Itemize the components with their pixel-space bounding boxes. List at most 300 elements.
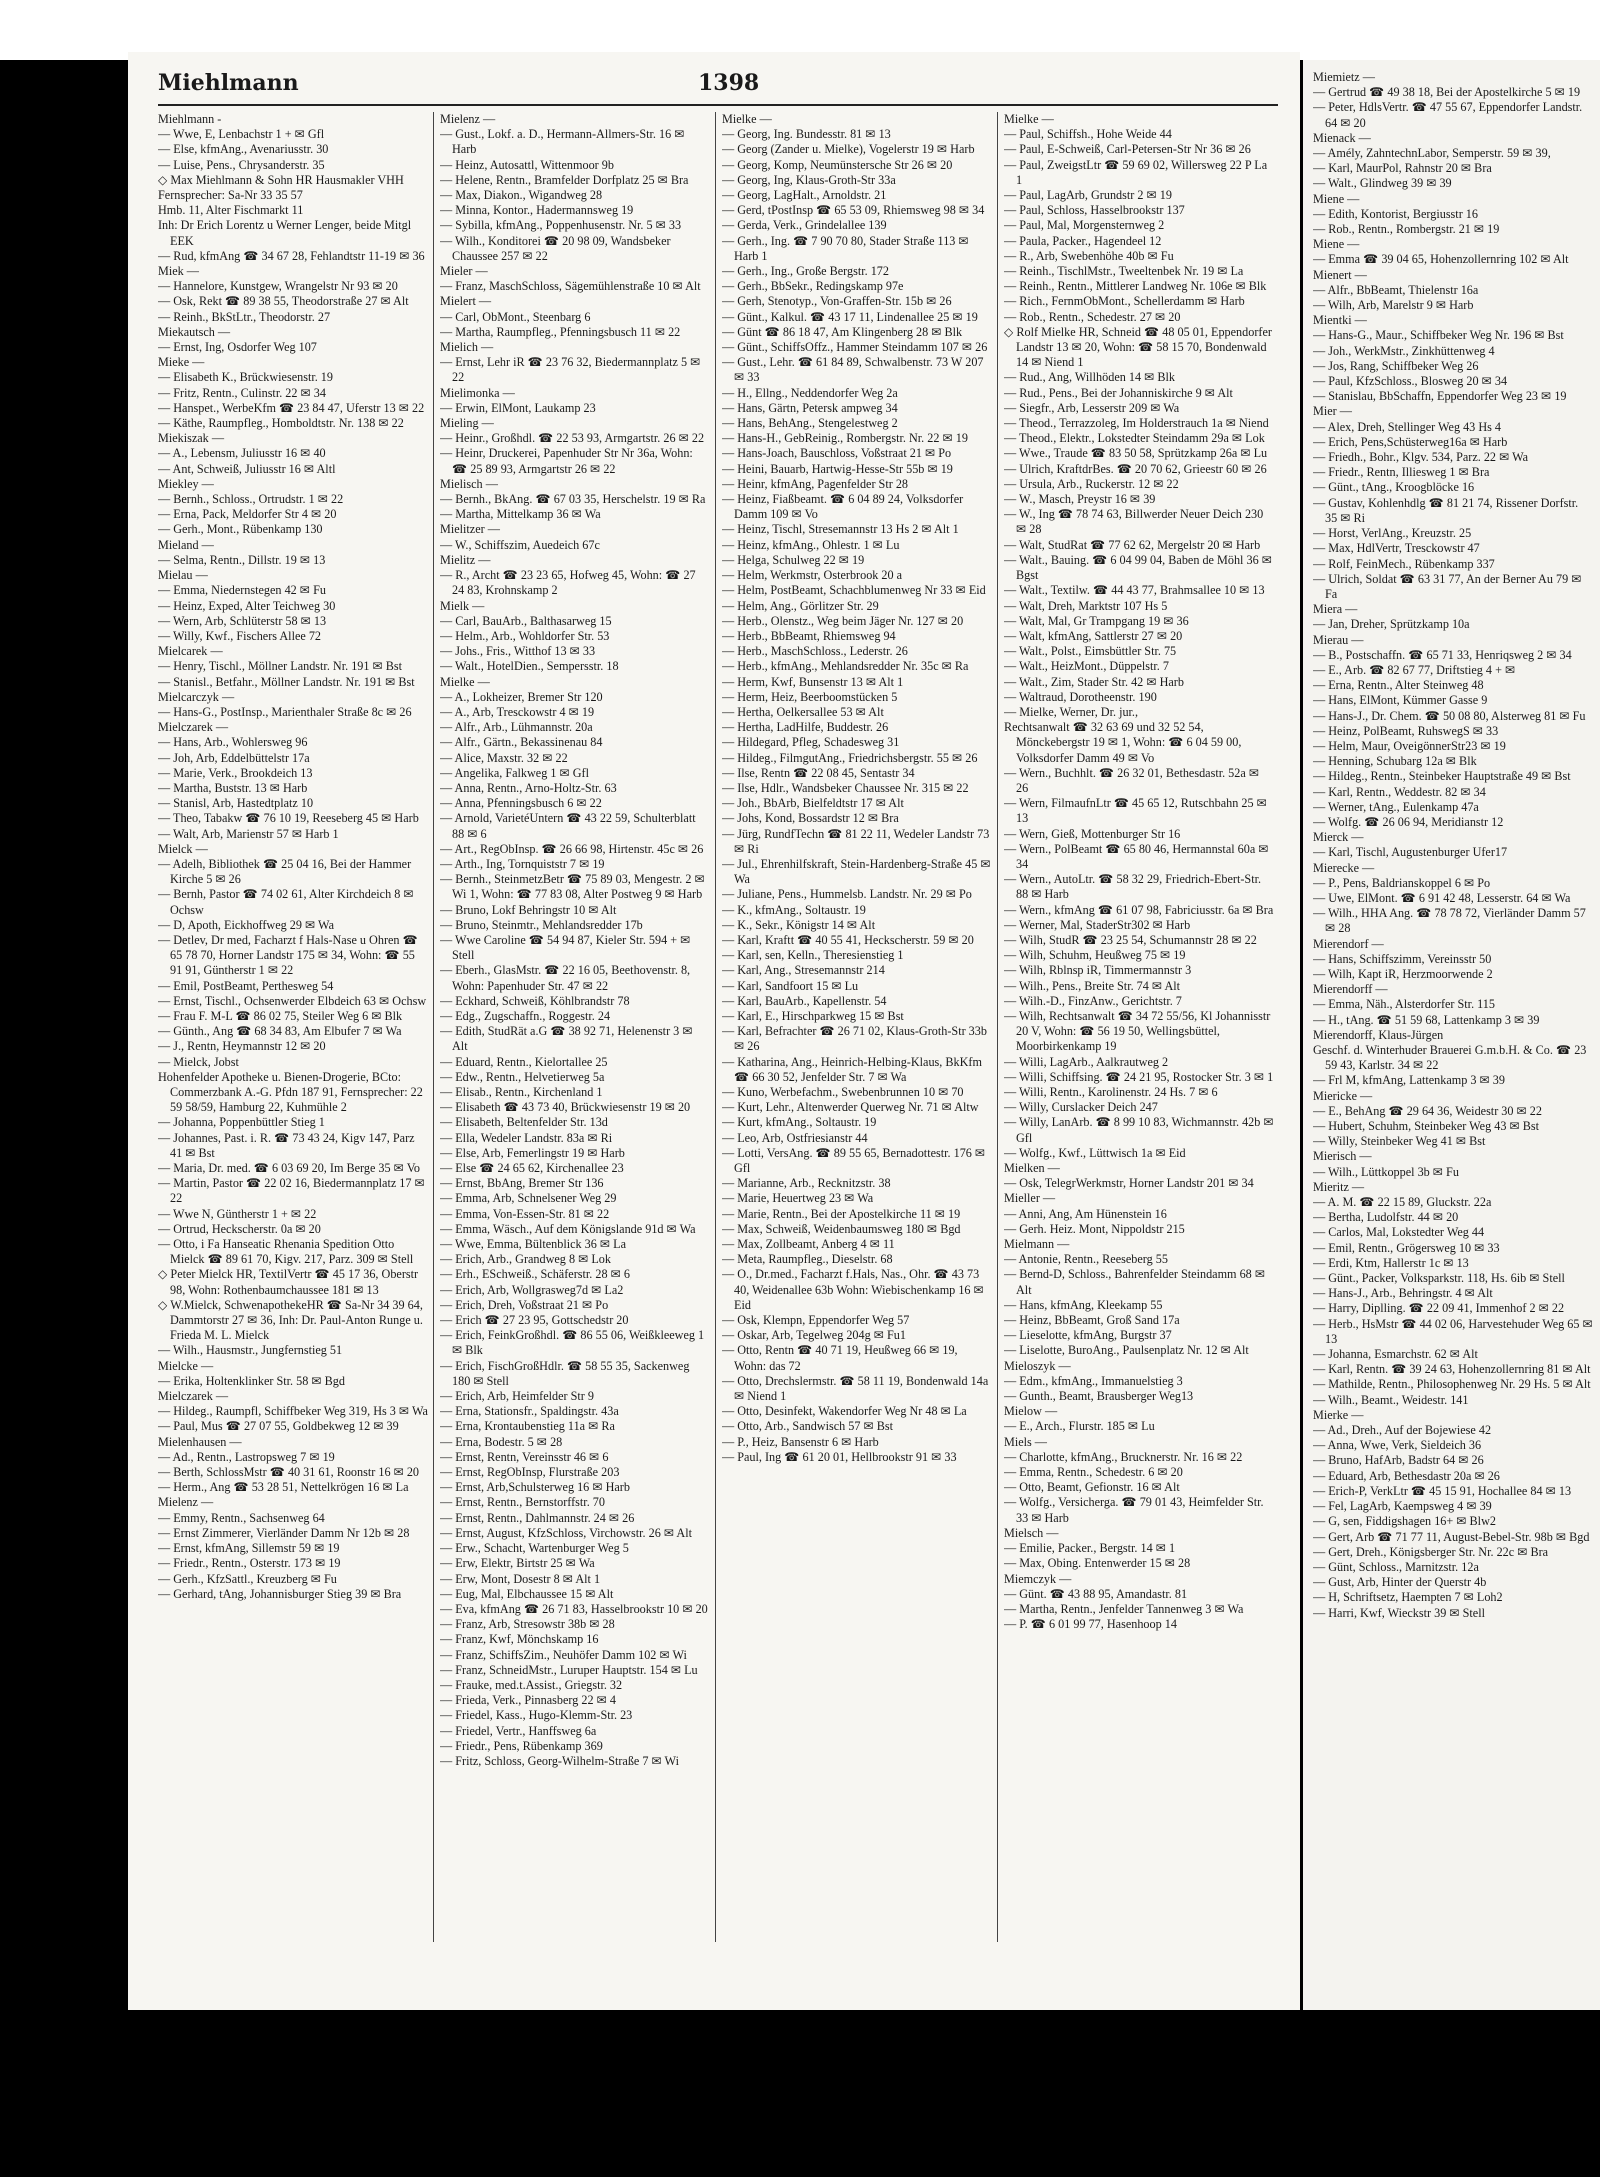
directory-entry: — P., Pens, Baldrianskoppel 6 ✉ Po [1313, 875, 1491, 890]
directory-entry: Mielimonka — [440, 385, 515, 400]
directory-entry: — Gustav, Kohlenhdlg ☎ 81 21 74, Rissener Dorfstr. 35 ✉ Ri [1313, 495, 1579, 525]
directory-entry: — Willy, Curslacker Deich 247 [1004, 1100, 1158, 1115]
directory-entry: — Karl, Kraftt ☎ 40 55 41, Heckscherstr. 59 ✉ 20 [722, 932, 974, 947]
directory-entry: — Wilh, StudR ☎ 23 25 54, Schumannstr 28 ✉ 22 [1004, 932, 1257, 947]
directory-entry: — Ernst, kfmAng, Sillemstr 59 ✉ 19 [158, 1541, 340, 1556]
directory-entry: — Rich., FernmObMont., Schellerdamm ✉ Harb [1004, 294, 1245, 309]
directory-entry: — Frauke, med.t.Assist., Griegstr. 32 [440, 1677, 623, 1692]
directory-entry: — Erna, Pack, Meldorfer Str 4 ✉ 20 [158, 507, 337, 522]
directory-entry: — Paula, Packer., Hagendeel 12 [1004, 233, 1162, 248]
directory-entry: — Hildeg., Raumpfl, Schiffbeker Weg 319, Hs 3 ✉ Wa [158, 1404, 428, 1419]
directory-entry: — Rolf, FeinMech., Rübenkamp 337 [1313, 556, 1495, 571]
directory-entry: — Franz, SchiffsZim., Neuhöfer Damm 102 ✉ Wi [440, 1647, 687, 1662]
directory-entry: — Paul, Schiffsh., Hohe Weide 44 [1004, 127, 1172, 142]
directory-entry: — Emma, Wäsch., Auf dem Königslande 91d ✉ Wa [440, 1221, 696, 1236]
directory-entry: — Harri, Kwf, Wieckstr 39 ✉ Stell [1313, 1605, 1485, 1620]
directory-entry: ◇ Peter Mielck HR, TextilVertr ☎ 45 17 36, Oberstr 98, Wohn: Rothenbaumchaussee 181 ✉ 13 [158, 1267, 419, 1297]
directory-entry: — Edith, StudRät a.G ☎ 38 92 71, Helenenstr 3 ✉ Alt [440, 1024, 693, 1054]
directory-entry: — Gerh., Ing., Große Bergstr. 172 [722, 264, 889, 279]
directory-entry: — Paul, Mus ☎ 27 07 55, Goldbekweg 12 ✉ 39 [158, 1419, 399, 1434]
directory-entry: — Elisab., Rentn., Kirchenland 1 [440, 1085, 603, 1099]
directory-entry: Mielke — [440, 674, 490, 689]
directory-entry: — P., Heiz, Bansenstr 6 ✉ Harb [722, 1434, 879, 1449]
directory-entry: — Wilh., Beamt., Weidestr. 141 [1313, 1392, 1469, 1407]
directory-entry: — Reinh., Rentn., Mittlerer Landweg Nr. 106e ✉ Blk [1004, 279, 1267, 294]
page-header [158, 64, 1278, 106]
directory-entry: — Heinz, Tischl, Stresemannstr 13 Hs 2 ✉ Alt 1 [722, 522, 959, 537]
directory-entry: — Erich, Arb, Wollgrasweg7d ✉ La2 [440, 1282, 624, 1297]
directory-entry: Mielenhausen — [158, 1434, 242, 1449]
directory-entry: — Fel, LagArb, Kaempsweg 4 ✉ 39 [1313, 1499, 1492, 1514]
directory-entry: Mielcarek — [158, 644, 223, 659]
directory-entry: — Charlotte, kfmAng., Brucknerstr. Nr. 16 ✉ 22 [1004, 1449, 1243, 1464]
directory-entry: — Ernst, Ing, Osdorfer Weg 107 [158, 340, 317, 355]
directory-entry: — Rob., Rentn., Rombergstr. 21 ✉ 19 [1313, 222, 1500, 237]
directory-entry: — Gunth., Beamt, Brausberger Weg13 [1004, 1389, 1194, 1404]
directory-column [158, 112, 428, 1942]
directory-entry: — Wolfg., Versicherga. ☎ 79 01 43, Heimfelder Str. 33 ✉ Harb [1004, 1495, 1264, 1525]
directory-entry: Mierecke — [1313, 860, 1375, 875]
directory-entry: — Walt., Polst., Eimsbüttler Str. 75 [1004, 644, 1177, 659]
directory-entry: Mielenz — [440, 112, 496, 126]
directory-entry: — Theod., Terrazzoleg, Im Holderstrauch 1a ✉ Niend [1004, 416, 1269, 431]
directory-entry: — Jos, Rang, Schiffbeker Weg 26 [1313, 358, 1479, 373]
directory-entry: — Meta, Raumpfleg., Dieselstr. 68 [722, 1252, 893, 1267]
directory-entry: — Heinz, Exped, Alter Teichweg 30 [158, 598, 336, 613]
directory-entry: — Otto, Arb., Sandwisch 57 ✉ Bst [722, 1419, 894, 1434]
directory-entry: — Gust., Lokf. a. D., Hermann-Allmers-Str. 16 ✉ Harb [440, 127, 685, 157]
directory-entry: — Gust., Lehr. ☎ 61 84 89, Schwalbenstr. 73 W 207 ✉ 33 [722, 355, 984, 385]
directory-entry: — Hertha, Oelkersallee 53 ✉ Alt [722, 704, 884, 719]
directory-entry: — Wilh, Rechtsanwalt ☎ 34 72 55/56, Kl Johannisstr 20 V, Wohn: ☎ 56 19 50, Wellingsbüttel, Moorbirkenkamp 19 [1004, 1008, 1271, 1054]
directory-entry: — Hans, kfmAng, Kleekamp 55 [1004, 1297, 1163, 1312]
directory-entry: Miels — [1004, 1434, 1047, 1449]
directory-entry: — Erh., ESchweiß., Schäferstr. 28 ✉ 6 [440, 1267, 630, 1282]
directory-entry: — Wwe Caroline ☎ 54 94 87, Kieler Str. 594 + ✉ Stell [440, 932, 691, 963]
directory-entry: — Harry, Diplling. ☎ 22 09 41, Immenhof 2 ✉ 22 [1313, 1301, 1565, 1316]
directory-entry: — E., Arb. ☎ 82 67 77, Driftstieg 4 + ✉ [1313, 662, 1516, 677]
directory-entry: — Erw, Elektr, Birtstr 25 ✉ Wa [440, 1556, 595, 1571]
directory-entry: — Reinh., TischlMstr., Tweeltenbek Nr. 19 ✉ La [1004, 264, 1244, 279]
directory-entry: — Uwe, ElMont. ☎ 6 91 42 48, Lesserstr. 64 ✉ Wa [1313, 890, 1571, 905]
directory-entry: — Helm, PostBeamt, Schachblumenweg Nr 33 ✉ Eid [722, 583, 986, 598]
column-divider [433, 112, 434, 1942]
directory-entry: — Ernst, Rentn, Vereinsstr 46 ✉ 6 [440, 1449, 609, 1464]
directory-entry: Mierisch — [1313, 1149, 1372, 1164]
directory-entry: Mieling — [440, 416, 494, 431]
directory-entry: — Else, kfmAng., Avenariusstr. 30 [158, 142, 329, 157]
directory-entry: — Emmy, Rentn., Sachsenweg 64 [158, 1510, 325, 1525]
directory-entry: — Bruno, Lokf Behringstr 10 ✉ Alt [440, 902, 617, 917]
directory-entry: — Joh., BbArb, Bielfeldtstr 17 ✉ Alt [722, 796, 904, 811]
directory-entry: — Franz, MaschSchloss, Sägemühlenstraße 10 ✉ Alt [440, 279, 701, 294]
directory-entry: — Johannes, Past. i. R. ☎ 73 43 24, Kigv 147, Parz 41 ✉ Bst [158, 1130, 415, 1160]
directory-entry: — Ulrich, KraftdrBes. ☎ 20 70 62, Grieestr 60 ✉ 26 [1004, 461, 1267, 476]
directory-entry: Mielert — [440, 294, 492, 309]
directory-entry: — Katharina, Ang., Heinrich-Helbing-Klaus, BkKfm ☎ 66 30 52, Jenfelder Str. 7 ✉ Wa [722, 1054, 982, 1084]
directory-entry: — W., Schiffszim, Auedeich 67c [440, 537, 600, 552]
directory-entry: — Helene, Rentn., Bramfelder Dorfplatz 25 ✉ Bra [440, 172, 689, 187]
directory-entry: — Adelh, Bibliothek ☎ 25 04 16, Bei der Hammer Kirche 5 ✉ 26 [158, 856, 412, 887]
directory-entry: — R., Archt ☎ 23 23 65, Hofweg 45, Wohn: ☎ 27 24 83, Krohnskamp 2 [440, 568, 696, 598]
directory-entry: — Herb., HsMstr ☎ 44 02 06, Harvestehuder Weg 65 ✉ 13 [1313, 1316, 1593, 1346]
directory-entry: — Hannelore, Kunstgew, Wrangelstr Nr 93 ✉ 20 [158, 279, 398, 294]
directory-entry: — B., Postschaffn. ☎ 65 71 33, Henriqsweg 2 ✉ 34 [1313, 647, 1572, 662]
directory-entry: — Wilh, Rblnsp iR, Timmermannstr 3 [1004, 963, 1192, 978]
directory-entry: — K., kfmAng., Soltaustr. 19 [722, 902, 866, 917]
directory-entry: — Heini, Bauarb, Hartwig-Hesse-Str 55b ✉ 19 [722, 461, 953, 476]
directory-entry: — Rud., Ang, Willhöden 14 ✉ Blk [1004, 370, 1175, 385]
directory-entry: — Arth., Ing, Tornquiststr 7 ✉ 19 [440, 856, 605, 871]
directory-entry: — Carl, ObMont., Steenbarg 6 [440, 309, 591, 324]
directory-entry: — Johs., Fris., Witthof 13 ✉ 33 [440, 644, 596, 659]
directory-entry: Mielitzer — [440, 522, 500, 537]
directory-entry: — Erich, Dreh, Voßstraat 21 ✉ Po [440, 1297, 609, 1312]
directory-entry: Mielke — [722, 112, 772, 126]
directory-entry: — Alfr., Arb., Lühmannstr. 20a [440, 720, 593, 735]
directory-entry: ◇ Max Miehlmann & Sohn HR Hausmakler VHH [158, 172, 404, 187]
directory-entry: — Karl, MaurPol, Rahnstr 20 ✉ Bra [1313, 161, 1492, 176]
directory-entry: — Theo, Tabakw ☎ 76 10 19, Reeseberg 45 ✉ Harb [158, 811, 419, 826]
directory-entry: — Bernh., BkAng. ☎ 67 03 35, Herschelstr. 19 ✉ Ra [440, 492, 706, 507]
directory-entry: — Wern., AutoLtr. ☎ 58 32 29, Friedrich-Ebert-Str. 88 ✉ Harb [1004, 872, 1262, 902]
directory-entry: — Max, Diakon., Wigandweg 28 [440, 188, 603, 203]
directory-entry: — Günt., tAng., Kroogblöcke 16 [1313, 480, 1475, 495]
directory-entry: — Hans-Joach, Bauschloss, Voßstraat 21 ✉ Po [722, 446, 952, 461]
directory-entry: — Helm, Maur, OveigönnerStr23 ✉ 19 [1313, 738, 1506, 753]
directory-entry: — Max, HdlVertr, Tresckowstr 47 [1313, 541, 1480, 556]
directory-entry: — H, Schriftsetz, Haempten 7 ✉ Loh2 [1313, 1590, 1503, 1605]
directory-entry: — Gerd, tPostInsp ☎ 65 53 09, Rhiemsweg 98 ✉ 34 [722, 203, 985, 218]
directory-entry: — Wern, Gieß, Mottenburger Str 16 [1004, 826, 1181, 841]
directory-entry: — H., Ellng., Neddendorfer Weg 2a [722, 385, 898, 400]
directory-entry: Mierke — [1313, 1407, 1364, 1422]
directory-entry: — Georg (Zander u. Mielke), Vogelerstr 19 ✉ Harb [722, 142, 975, 157]
directory-entry: — Martha, Raumpfleg., Pfenningsbusch 11 ✉ 22 [440, 324, 681, 339]
directory-entry: — J., Rentn, Heymannstr 12 ✉ 20 [158, 1039, 326, 1054]
directory-entry: — Eug, Mal, Elbchaussee 15 ✉ Alt [440, 1586, 614, 1601]
directory-entry: — Erw., Schacht, Wartenburger Weg 5 [440, 1541, 629, 1556]
directory-entry: — Wern., kfmAng ☎ 61 07 98, Fabriciusstr. 6a ✉ Bra [1004, 902, 1274, 917]
directory-entry: — Frl M, kfmAng, Lattenkamp 3 ✉ 39 [1313, 1073, 1505, 1088]
directory-entry: — Bruno, HafArb, Badstr 64 ✉ 26 [1313, 1453, 1484, 1468]
directory-entry: — Friedr., Rentn, Illiesweg 1 ✉ Bra [1313, 465, 1490, 480]
directory-entry: — Wwe., Traude ☎ 83 50 58, Sprützkamp 26a ✉ Lu [1004, 446, 1268, 461]
directory-entry: — Mielke, Werner, Dr. jur., [1004, 704, 1139, 719]
directory-entry: Mielczarek — [158, 720, 229, 735]
directory-entry: — Berth, SchlossMstr ☎ 40 31 61, Roonstr 16 ✉ 20 [158, 1465, 420, 1480]
directory-entry: — O., Dr.med., Facharzt f.Hals, Nas., Ohr. ☎ 43 73 40, Weidenallee 63b Wohn: Wiebischenkamp 16 ✉ Eid [722, 1267, 984, 1312]
directory-entry: — Erw, Mont, Dosestr 8 ✉ Alt 1 [440, 1571, 601, 1586]
directory-entry: — Hans-J., Arb., Behringstr. 4 ✉ Alt [1313, 1286, 1493, 1301]
directory-entry: — Wern., Buchhlt. ☎ 26 32 01, Bethesdastr. 52a ✉ 26 [1004, 765, 1260, 795]
facing-page [1303, 60, 1600, 2010]
directory-entry: — Friedr., Pens, Rübenkamp 369 [440, 1738, 603, 1753]
directory-entry: — Heinz, BbBeamt, Groß Sand 17a [1004, 1313, 1180, 1328]
directory-entry: — Paul, Schloss, Hasselbrookstr 137 [1004, 203, 1185, 218]
directory-entry: — Else ☎ 24 65 62, Kirchenallee 23 [440, 1161, 624, 1176]
directory-entry: — Otto, Rentn ☎ 40 71 19, Heußweg 66 ✉ 19, Wohn: das 72 [722, 1343, 958, 1373]
directory-entry: — Edith, Kontorist, Bergiusstr 16 [1313, 206, 1478, 221]
directory-entry: — Siegfr., Arb, Lesserstr 209 ✉ Wa [1004, 400, 1180, 415]
directory-entry: — Elisabeth, Beltenfelder Str. 13d [440, 1115, 608, 1130]
directory-entry: — Hildeg., Rentn., Steinbeker Hauptstraße 49 ✉ Bst [1313, 769, 1571, 784]
directory-entry: — Anni, Ang, Am Hünenstein 16 [1004, 1206, 1167, 1221]
directory-entry: — Marie, Verk., Brookdeich 13 [158, 765, 313, 780]
directory-entry: — Juliane, Pens., Hummelsb. Landstr. Nr. 29 ✉ Po [722, 887, 972, 902]
directory-entry: — Heinr, kfmAng, Pagenfelder Str 28 [722, 476, 909, 491]
directory-entry: Mieland — [158, 537, 214, 552]
directory-entry: — Erich, Arb, Heimfelder Str 9 [440, 1389, 594, 1404]
column-divider [997, 112, 998, 1942]
directory-entry: — Wern, Arb, Schlüterstr 58 ✉ 13 [158, 613, 327, 628]
directory-entry: — Bernh., SteinmetzBetr ☎ 75 89 03, Mengestr. 2 ✉ Wi 1, Wohn: ☎ 77 83 08, Alter Postweg 9 ✉ Harb [440, 872, 705, 902]
directory-entry: — Hans-H., GebReinig., Rombergstr. Nr. 22 ✉ 19 [722, 431, 968, 446]
directory-entry: — Gerh., BbSekr., Redingskamp 97e [722, 279, 904, 294]
directory-entry: — Kuno, Werbefachm., Swebenbrunnen 10 ✉ 70 [722, 1085, 964, 1099]
directory-entry: Mielken — [1004, 1161, 1060, 1176]
directory-entry: — Emilie, Packer., Bergstr. 14 ✉ 1 [1004, 1541, 1176, 1556]
directory-entry: Mielsch — [1004, 1525, 1059, 1540]
directory-entry: — Martha, Mittelkamp 36 ✉ Wa [440, 507, 601, 522]
directory-entry: — Paul, E-Schweiß, Carl-Petersen-Str Nr 36 ✉ 26 [1004, 142, 1251, 157]
directory-entry: — Ortrud, Heckscherstr. 0a ✉ 20 [158, 1221, 321, 1236]
directory-entry: — Hubert, Schuhm, Steinbeker Weg 43 ✉ Bst [1313, 1119, 1539, 1134]
directory-entry: — Wwe, E, Lenbachstr 1 + ✉ Gfl [158, 127, 325, 142]
directory-entry: — Bernh, Pastor ☎ 74 02 61, Alter Kirchdeich 8 ✉ Ochsw [158, 887, 414, 917]
directory-entry: — Otto, Beamt, Gefionstr. 16 ✉ Alt [1004, 1480, 1180, 1495]
directory-entry: — Ernst, RegObInsp, Flurstraße 203 [440, 1465, 620, 1480]
directory-entry: — W., Masch, Preystr 16 ✉ 39 [1004, 492, 1156, 507]
directory-entry: — Stanisl., Betfahr., Möllner Landstr. Nr. 191 ✉ Bst [158, 674, 415, 689]
directory-entry: Miekley — [158, 476, 214, 491]
directory-entry: — E., BehAng ☎ 29 64 36, Weidestr 30 ✉ 22 [1313, 1103, 1542, 1118]
directory-entry: Mielitz — [440, 552, 491, 567]
directory-entry: — Karl, E., Hirschparkweg 15 ✉ Bst [722, 1008, 904, 1023]
directory-entry: — Heinz, kfmAng., Ohlestr. 1 ✉ Lu [722, 537, 900, 552]
directory-entry: — Paul, LagArb, Grundstr 2 ✉ 19 [1004, 188, 1172, 203]
directory-entry: — Wilh.-D., FinzAnw., Gerichtstr. 7 [1004, 993, 1182, 1008]
directory-entry: — Hildeg., FilmgutAng., Friedrichsbergstr. 55 ✉ 26 [722, 750, 978, 765]
directory-entry: — Heinr, Druckerei, Papenhuder Str Nr 36a, Wohn: ☎ 25 89 93, Armgartstr 26 ✉ 22 [440, 446, 693, 476]
directory-entry: — Joh., WerkMstr., Zinkhüttenweg 4 [1313, 343, 1495, 358]
directory-column [1004, 112, 1274, 1942]
directory-entry: — Fritz, Schloss, Georg-Wilhelm-Straße 7 ✉ Wi [440, 1753, 679, 1768]
directory-entry: Mieke — [158, 355, 205, 370]
directory-entry: — Antonie, Rentn., Reeseberg 55 [1004, 1252, 1168, 1267]
directory-entry: — Walt., Zim, Stader Str. 42 ✉ Harb [1004, 674, 1184, 689]
directory-entry: Miericke — [1313, 1088, 1373, 1103]
directory-entry: — Marie, Rentn., Bei der Apostelkirche 11 ✉ 19 [722, 1206, 961, 1221]
directory-entry: — Erna, Stationsfr., Spaldingstr. 43a [440, 1404, 619, 1419]
directory-entry: — H., tAng. ☎ 51 59 68, Lattenkamp 3 ✉ 39 [1313, 1012, 1540, 1027]
directory-entry: — Henry, Tischl., Möllner Landstr. Nr. 191 ✉ Bst [158, 659, 403, 674]
directory-entry: — Wilh., Pens., Breite Str. 74 ✉ Alt [1004, 978, 1181, 993]
directory-entry: — Wilh, Kapt iR, Herzmoorwende 2 [1313, 966, 1493, 981]
directory-entry: Fernsprecher: Sa-Nr 33 35 57 [158, 188, 303, 203]
directory-entry: — Alice, Maxstr. 32 ✉ 22 [440, 750, 568, 765]
directory-entry: — Paul, KfzSchloss., Blosweg 20 ✉ 34 [1313, 374, 1508, 389]
directory-entry: Mielk — [440, 598, 485, 613]
directory-entry: — Anna, Pfenningsbusch 6 ✉ 22 [440, 796, 602, 811]
directory-entry: — Walt, Dreh, Marktstr 107 Hs 5 [1004, 598, 1168, 613]
directory-entry: — Friedr., Rentn., Osterstr. 173 ✉ 19 [158, 1556, 341, 1571]
directory-entry: Miekiszak — [158, 431, 225, 446]
directory-entry: — P. ☎ 6 01 99 77, Hasenhoop 14 [1004, 1617, 1177, 1632]
directory-entry: — Ant, Schweiß, Juliusstr 16 ✉ Altl [158, 461, 336, 476]
directory-entry: — Karl, Tischl, Augustenburger Ufer17 [1313, 845, 1508, 860]
directory-entry: Miene — [1313, 191, 1360, 206]
directory-entry: Mielcke — [158, 1358, 214, 1373]
directory-entry: ◇ Rolf Mielke HR, Schneid ☎ 48 05 01, Eppendorfer Landstr 13 ✉ 20, Wohn: ☎ 58 15 70, Bondenwald 14 ✉ Niend 1 [1004, 324, 1272, 370]
directory-entry: — Jürg, RundfTechn ☎ 81 22 11, Wedeler Landstr 73 ✉ Ri [722, 826, 990, 856]
directory-entry: — Oskar, Arb, Tegelweg 204g ✉ Fu1 [722, 1328, 906, 1343]
directory-entry: — Alex, Dreh, Stellinger Weg 43 Hs 4 [1313, 419, 1502, 434]
directory-entry: — Hans, Schiffszimm, Vereinsstr 50 [1313, 951, 1492, 966]
directory-entry: — G, sen, Fiddigshagen 16+ ✉ Blw2 [1313, 1514, 1496, 1529]
directory-entry: Hohenfelder Apotheke u. Bienen-Drogerie, BCto: Commerzbank A.-G. Pfdn 187 91, Fernsprecher: 22 59 58/59, Hamburg 22, Kuhmühle 2 [158, 1069, 423, 1115]
directory-entry: — Hans, Arb., Wohlersweg 96 [158, 735, 308, 750]
directory-entry: — Martha, Buststr. 13 ✉ Harb [158, 780, 308, 795]
directory-entry: — Günt ☎ 86 18 47, Am Klingenberg 28 ✉ Blk [722, 324, 963, 339]
directory-entry: Mier — [1313, 404, 1352, 419]
directory-entry: — Ernst, Rentn., Bernstorffstr. 70 [440, 1495, 605, 1510]
directory-entry: — Erich, Pens,Schüsterweg16a ✉ Harb [1313, 434, 1508, 449]
directory-entry: — Gerh., Ing. ☎ 7 90 70 80, Stader Straße 113 ✉ Harb 1 [722, 233, 969, 263]
directory-entry: — Wilh., HHA Ang. ☎ 78 78 72, Vierländer Damm 57 ✉ 28 [1313, 906, 1586, 936]
directory-entry: — Fritz, Rentn., Culinstr. 22 ✉ 34 [158, 385, 326, 400]
directory-entry: — Hertha, LadHilfe, Buddestr. 26 [722, 720, 889, 735]
directory-entry: — Emma, Von-Essen-Str. 81 ✉ 22 [440, 1206, 610, 1221]
directory-entry: Miekautsch — [158, 324, 231, 339]
directory-entry: — Rud, kfmAng ☎ 34 67 28, Fehlandtstr 11-19 ✉ 36 [158, 248, 425, 263]
directory-entry: — Reinh., BkStLtr., Theodorstr. 27 [158, 309, 331, 324]
directory-entry: — Paul, ZweigstLtr ☎ 59 69 02, Willersweg 22 P La 1 [1004, 157, 1268, 187]
directory-entry: — Jan, Dreher, Sprützkamp 10a [1313, 617, 1470, 632]
directory-entry: — Erich, FischGroßHdlr. ☎ 58 55 35, Sackenweg 180 ✉ Stell [440, 1358, 690, 1388]
directory-entry: — Wilh., Hausmstr., Jungfernstieg 51 [158, 1343, 343, 1358]
directory-entry: Miemietz — [1313, 70, 1375, 84]
directory-entry: — Osk, Rekt ☎ 89 38 55, Theodorstraße 27 ✉ Alt [158, 294, 409, 309]
directory-entry: — Sybilla, kfmAng., Poppenhusenstr. Nr. 5 ✉ 33 [440, 218, 682, 233]
directory-entry: Mierendorf — [1313, 936, 1384, 951]
directory-entry: — Herm, Heiz, Beerboomstücken 5 [722, 689, 898, 704]
directory-entry: — Eduard, Arb, Bethesdastr 20a ✉ 26 [1313, 1468, 1500, 1483]
directory-entry: Mielmann — [1004, 1237, 1070, 1252]
directory-entry: Mielich — [440, 340, 494, 355]
directory-entry: — Wilh, Arb, Marelstr 9 ✉ Harb [1313, 298, 1474, 313]
directory-entry: Mienack — [1313, 130, 1371, 145]
directory-entry: — Ad., Dreh., Auf der Bojewiese 42 [1313, 1423, 1492, 1438]
directory-entry: Miene — [1313, 237, 1360, 252]
directory-entry: — Ernst, Lehr iR ☎ 23 76 32, Biedermannplatz 5 ✉ 22 [440, 355, 701, 385]
directory-entry: — Ernst, BbAng, Bremer Str 136 [440, 1176, 604, 1191]
directory-entry: — Horst, VerlAng., Kreuzstr. 25 [1313, 526, 1472, 541]
directory-entry: — Gerh, Stenotyp., Von-Graffen-Str. 15b ✉ 26 [722, 294, 952, 309]
directory-entry: Mierck — [1313, 830, 1364, 845]
directory-entry: — Gert, Arb ☎ 71 77 11, August-Bebel-Str. 98b ✉ Bgd [1313, 1529, 1590, 1544]
directory-entry: — Helm, Werkmstr, Osterbrook 20 a [722, 568, 903, 583]
directory-entry: Mielenz — [158, 1495, 214, 1510]
directory-entry: — Hans, Gärtn, Petersk ampweg 34 [722, 400, 898, 415]
directory-entry: — Frieda, Verk., Pinnasberg 22 ✉ 4 [440, 1693, 616, 1708]
directory-entry: — Helm., Arb., Wohldorfer Str. 53 [440, 628, 610, 643]
directory-entry: — Georg, LagHalt., Arnoldstr. 21 [722, 188, 887, 203]
directory-entry: — Maria, Dr. med. ☎ 6 03 69 20, Im Berge 35 ✉ Vo [158, 1161, 421, 1176]
directory-column [440, 112, 710, 1942]
directory-entry: — Willi, Rentn., Karolinenstr. 24 Hs. 7 ✉ 6 [1004, 1085, 1218, 1099]
directory-entry: — Herb., MaschSchloss., Lederstr. 26 [722, 644, 908, 659]
directory-entry: — Walt, Arb, Marienstr 57 ✉ Harb 1 [158, 826, 339, 841]
directory-entry: — Anna, Wwe, Verk, Sieldeich 36 [1313, 1438, 1482, 1453]
directory-entry: — Wolfg., Kwf., Lüttwisch 1a ✉ Eid [1004, 1145, 1186, 1160]
directory-entry: — Alfr., BbBeamt, Thielenstr 16a [1313, 282, 1479, 297]
directory-entry: — Erdi, Ktm, Hallerstr 1c ✉ 13 [1313, 1255, 1469, 1270]
directory-entry: — Leo, Arb, Ostfriesianstr 44 [722, 1130, 868, 1145]
directory-entry: — Herb., Olenstz., Weg beim Jäger Nr. 127 ✉ 20 [722, 613, 964, 628]
directory-entry: — Alfr., Gärtn., Bekassinenau 84 [440, 735, 603, 750]
directory-entry: — Gerh., Mont., Rübenkamp 130 [158, 522, 323, 537]
directory-entry: — Günt., SchiffsOffz., Hammer Steindamm 107 ✉ 26 [722, 340, 988, 355]
directory-entry: Mielcarczyk — [158, 689, 235, 704]
directory-entry: — Kurt, kfmAng., Soltaustr. 19 [722, 1115, 877, 1130]
directory-entry: — Friedel, Vertr., Hanffsweg 6a [440, 1723, 597, 1738]
directory-entry: Mielau — [158, 568, 208, 583]
directory-entry: — Ernst, August, KfzSchloss, Virchowstr. 26 ✉ Alt [440, 1525, 692, 1540]
directory-entry: — Günt, Schloss., Marnitzstr. 12a [1313, 1559, 1479, 1574]
directory-entry: — Gerh. Heiz. Mont, Nippoldstr 215 [1004, 1221, 1185, 1236]
directory-entry: Mientki — [1313, 313, 1367, 328]
directory-entry: — Franz, SchneidMstr., Luruper Hauptstr. 154 ✉ Lu [440, 1662, 698, 1677]
directory-entry: — Friedh., Bohr., Klgv. 534, Parz. 22 ✉ Wa [1313, 450, 1529, 465]
directory-entry: — Heinz, Fiaßbeamt. ☎ 6 04 89 24, Volksdorfer Damm 109 ✉ Vo [722, 492, 964, 522]
directory-entry: — Käthe, Raumpfleg., Homboldtstr. Nr. 138 ✉ 22 [158, 416, 404, 431]
directory-entry: — Herm., Ang ☎ 53 28 51, Nettelkrögen 16 ✉ La [158, 1480, 409, 1495]
directory-entry: — Stanislau, BbSchaffn, Eppendorfer Weg 23 ✉ 19 [1313, 389, 1567, 404]
directory-entry: — D, Apoth, Eickhoffweg 29 ✉ Wa [158, 917, 334, 932]
directory-entry: — Carl, BauArb., Balthasarweg 15 [440, 613, 612, 628]
directory-entry: — Osk, TelegrWerkmstr, Horner Landstr 201 ✉ 34 [1004, 1176, 1254, 1191]
directory-entry: — Otto, Desinfekt, Wakendorfer Weg Nr 48 ✉ La [722, 1404, 967, 1419]
directory-entry: — Else, Arb, Femerlingstr 19 ✉ Harb [440, 1145, 625, 1160]
directory-entry: — Paul, Ing ☎ 61 20 01, Hellbrookstr 91 ✉ 33 [722, 1449, 957, 1464]
directory-entry: Miemczyk — [1004, 1571, 1072, 1586]
directory-entry: — Herm, Kwf, Bunsenstr 13 ✉ Alt 1 [722, 674, 904, 689]
directory-entry: — Wwe N, Güntherstr 1 + ✉ 22 [158, 1206, 317, 1221]
directory-entry: Mielisch — [440, 476, 498, 491]
directory-entry: — Ulrich, Soldat ☎ 63 31 77, An der Berner Au 79 ✉ Fa [1313, 571, 1582, 601]
directory-entry: — Emma ☎ 39 04 65, Hohenzollernring 102 ✉ Alt [1313, 252, 1569, 267]
directory-entry: — Willy, LanArb. ☎ 8 99 10 83, Wichmannstr. 42b ✉ Gfl [1004, 1115, 1274, 1145]
directory-entry: — Max, Zollbeamt, Anberg 4 ✉ 11 [722, 1237, 895, 1252]
directory-entry: — Karl, Befrachter ☎ 26 71 02, Klaus-Groth-Str 33b ✉ 26 [722, 1024, 987, 1054]
directory-entry: — Erna, Rentn., Alter Steinweg 48 [1313, 678, 1484, 693]
directory-entry: — Martin, Pastor ☎ 22 02 16, Biedermannplatz 17 ✉ 22 [158, 1176, 425, 1206]
directory-entry: — Karl, Rentn., Weddestr. 82 ✉ 34 [1313, 784, 1486, 799]
directory-entry: — Max, Schweiß, Weidenbaumsweg 180 ✉ Bgd [722, 1221, 961, 1236]
directory-entry: — Martha, Rentn., Jenfelder Tannenweg 3 ✉ Wa [1004, 1601, 1244, 1616]
directory-entry: — Helm, Ang., Görlitzer Str. 29 [722, 598, 879, 613]
directory-entry: — Elisabeth ☎ 43 73 40, Brückwiesenstr 19 ✉ 20 [440, 1100, 691, 1115]
directory-entry: — Georg, Ing. Bundesstr. 81 ✉ 13 [722, 127, 891, 142]
directory-entry: — Hans, BehAng., Stengelestweg 2 [722, 416, 898, 431]
directory-entry: — Theod., Elektr., Lokstedter Steindamm 29a ✉ Lok [1004, 431, 1265, 446]
directory-entry: — Ilse, Hdlr., Wandsbeker Chaussee Nr. 315 ✉ 22 [722, 780, 969, 795]
directory-entry: — Günth., Ang ☎ 68 34 83, Am Elbufer 7 ✉ Wa [158, 1024, 402, 1039]
directory-entry: Mielke — [1004, 112, 1054, 126]
directory-entry: — Herb., BbBeamt, Rhiemsweg 94 [722, 628, 896, 643]
directory-entry: — Wolfg. ☎ 26 06 94, Meridianstr 12 [1313, 814, 1504, 829]
